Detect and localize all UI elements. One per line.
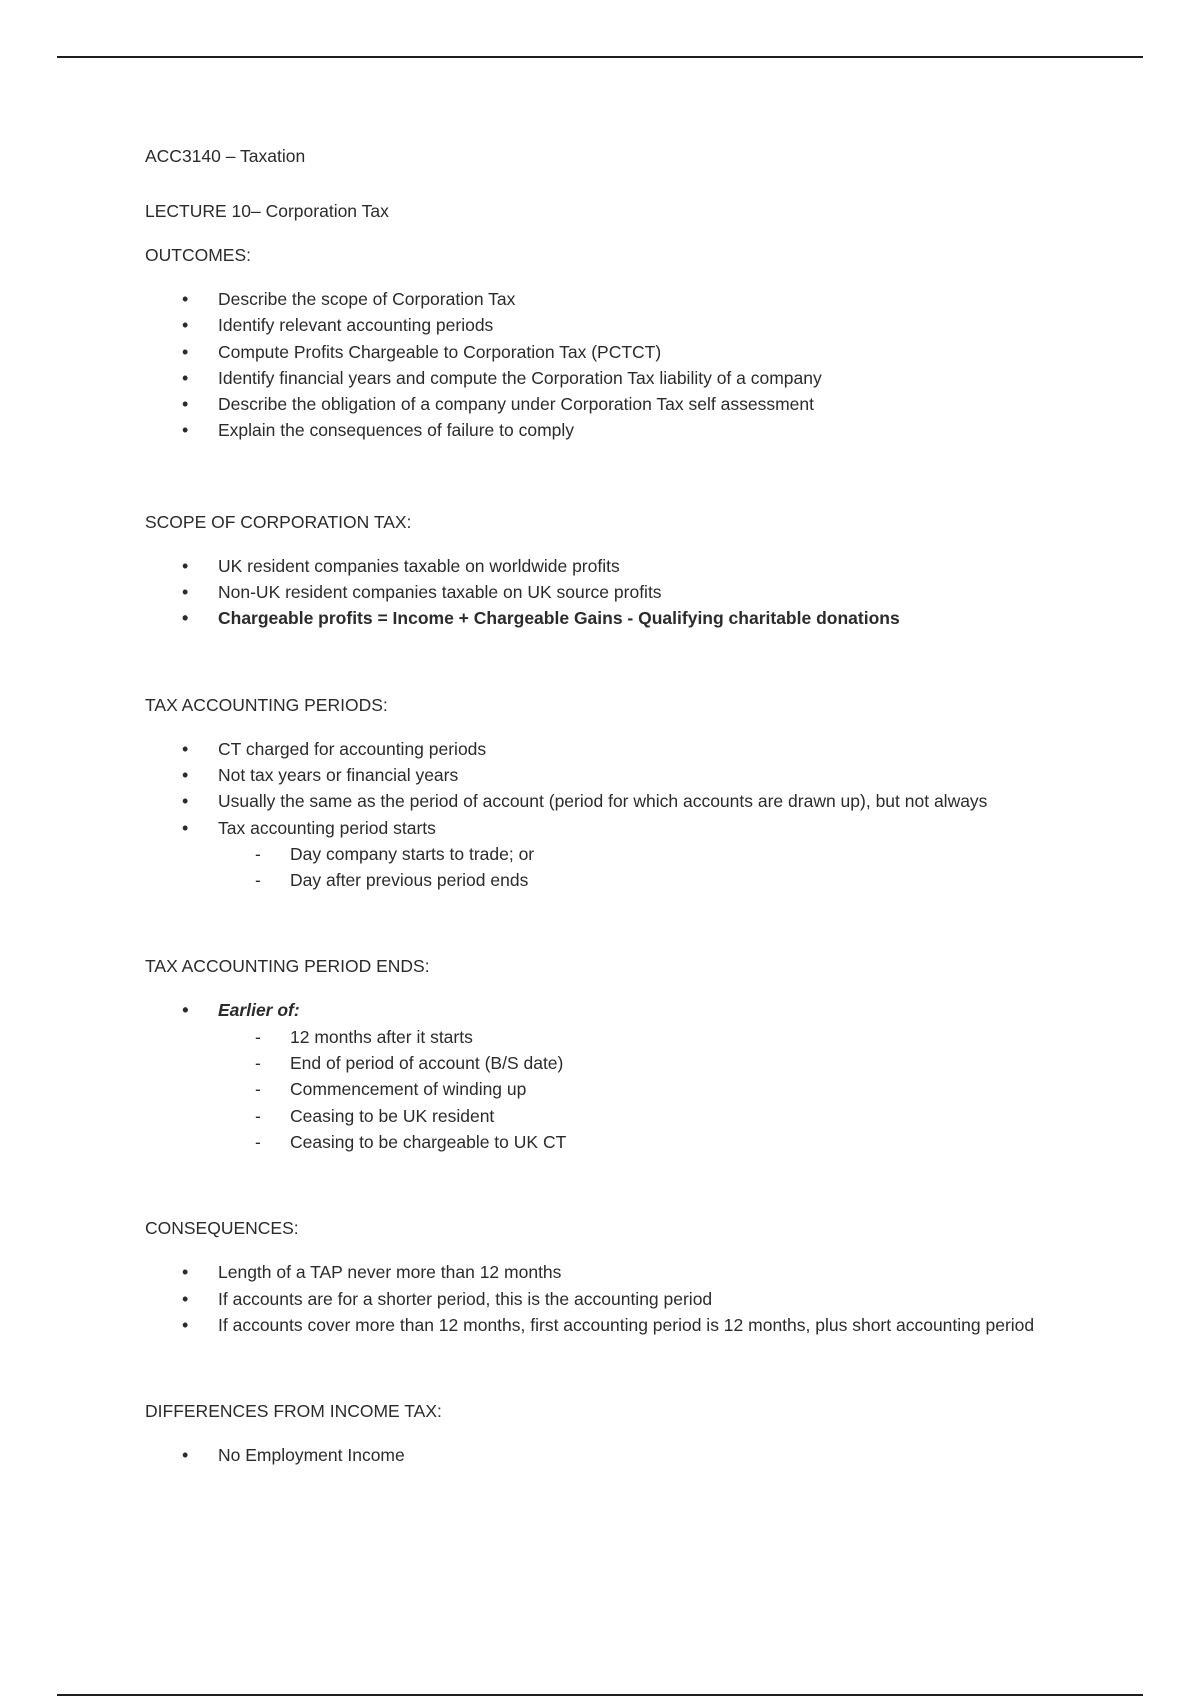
- outcomes-heading: OUTCOMES:: [145, 245, 251, 265]
- list-item: • Explain the consequences of failure to comply: [145, 417, 1155, 443]
- sub-list-item: - Day after previous period ends: [145, 867, 1155, 893]
- periods-list: [145, 736, 1155, 841]
- period-ends-heading: TAX ACCOUNTING PERIOD ENDS:: [145, 956, 430, 977]
- sub-list-item: - Ceasing to be chargeable to UK CT: [145, 1129, 1155, 1155]
- earlier-of-label: • Earlier of:: [145, 997, 1155, 1023]
- sub-list-item: - Commencement of winding up: [145, 1076, 1155, 1102]
- periods-heading: TAX ACCOUNTING PERIODS:: [145, 694, 388, 715]
- lecture-title: LECTURE 10– Corporation Tax: [145, 201, 389, 221]
- document-body: [145, 146, 1155, 1468]
- sub-list-item: - Day company starts to trade; or: [145, 841, 1155, 867]
- list-item: • Non-UK resident companies taxable on UK source profits: [145, 579, 1155, 605]
- list-item: • Length of a TAP never more than 12 months: [145, 1259, 1155, 1285]
- sub-list-item: - 12 months after it starts: [145, 1024, 1155, 1050]
- consequences-list: [145, 1259, 1155, 1338]
- list-item: • CT charged for accounting periods: [145, 736, 1155, 762]
- differences-heading: DIFFERENCES FROM INCOME TAX:: [145, 1401, 442, 1422]
- list-item: • Compute Profits Chargeable to Corporation Tax (PCTCT): [145, 339, 1155, 365]
- list-item: • No Employment Income: [145, 1442, 1155, 1468]
- sub-list-item: - End of period of account (B/S date): [145, 1050, 1155, 1076]
- period-ends-list: [145, 997, 1155, 1023]
- list-item: • If accounts cover more than 12 months, first accounting period is 12 months, plus short accounting period: [145, 1312, 1155, 1338]
- scope-heading: SCOPE OF CORPORATION TAX:: [145, 511, 412, 532]
- list-item: • UK resident companies taxable on worldwide profits: [145, 553, 1155, 579]
- list-item: • Describe the obligation of a company under Corporation Tax self assessment: [145, 391, 1155, 417]
- differences-list: [145, 1442, 1155, 1468]
- scope-list: [145, 553, 1155, 632]
- list-item: • If accounts are for a shorter period, this is the accounting period: [145, 1286, 1155, 1312]
- period-ends-sublist: [145, 1024, 1155, 1155]
- outcomes-list: [145, 286, 1155, 444]
- consequences-heading: CONSEQUENCES:: [145, 1218, 299, 1239]
- list-item: • Describe the scope of Corporation Tax: [145, 286, 1155, 312]
- sub-list-item: - Ceasing to be UK resident: [145, 1103, 1155, 1129]
- list-item: • Not tax years or financial years: [145, 762, 1155, 788]
- footer-rule: [57, 1694, 1143, 1696]
- header-rule: [57, 56, 1143, 58]
- course-title: ACC3140 – Taxation: [145, 146, 306, 166]
- list-item: • Tax accounting period starts: [145, 815, 1155, 841]
- list-item: • Identify financial years and compute the Corporation Tax liability of a company: [145, 365, 1155, 391]
- list-item: • Usually the same as the period of account (period for which accounts are drawn up), but not always: [145, 788, 1155, 814]
- list-item: • Identify relevant accounting periods: [145, 312, 1155, 338]
- periods-sublist: [145, 841, 1155, 894]
- chargeable-profits-formula: • Chargeable profits = Income + Chargeable Gains - Qualifying charitable donations: [145, 605, 1155, 631]
